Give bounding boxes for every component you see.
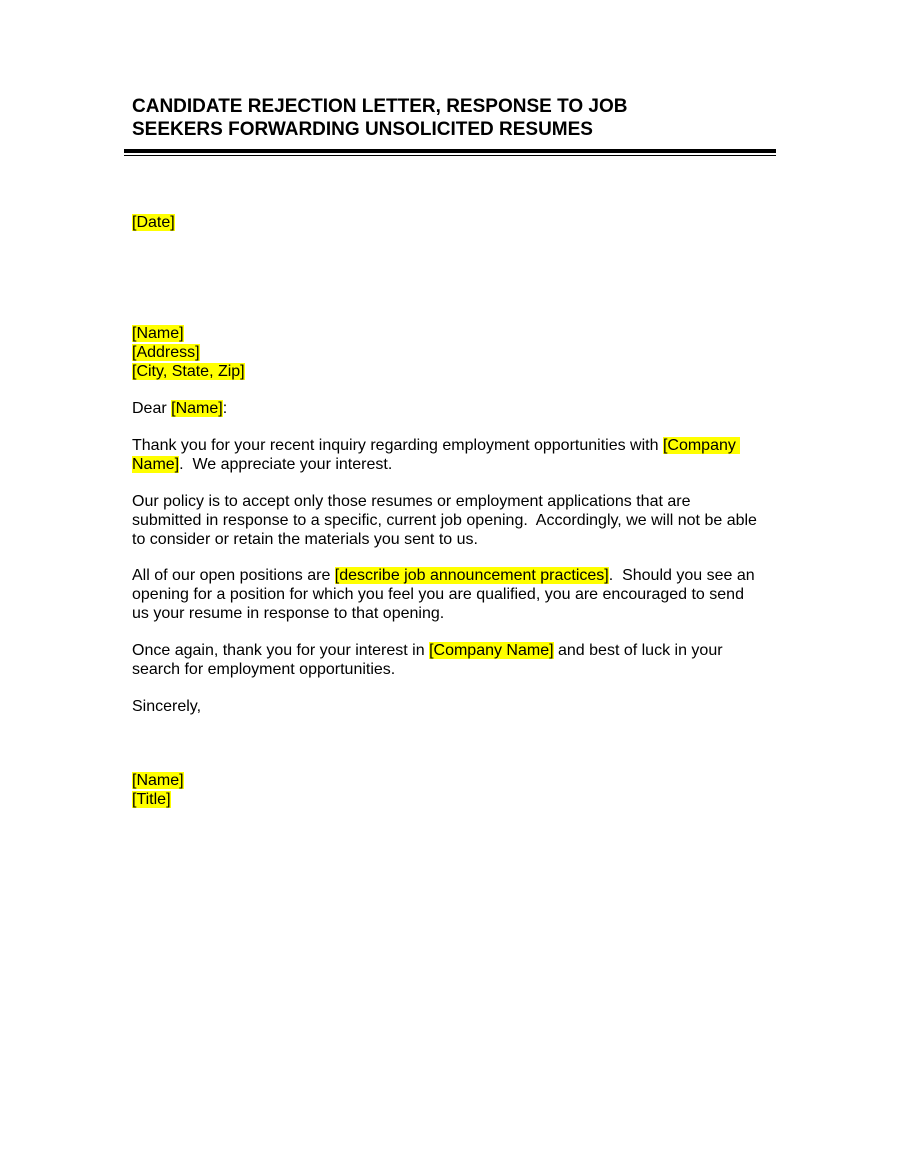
- paragraph-1-line-1: [132, 436, 740, 455]
- closing: Sincerely,: [132, 698, 202, 715]
- recipient-city-placeholder: [City, State, Zip]: [132, 363, 245, 380]
- paragraph-4-text: Once again, thank you for your interest in: [132, 642, 430, 659]
- document-title-line-2: SEEKERS FORWARDING UNSOLICITED RESUMES: [132, 119, 593, 140]
- salutation-suffix: :: [222, 400, 228, 417]
- signature-name-line: [132, 771, 184, 790]
- recipient-name-placeholder: [Name]: [132, 325, 184, 342]
- paragraph-1-line-2: [132, 455, 392, 474]
- paragraph-1-text: Thank you for your recent inquiry regarding employment opportunities with: [132, 437, 663, 454]
- paragraph-2-line-1: Our policy is to accept only those resumes or employment applications that are: [132, 493, 691, 510]
- paragraph-4-text-after: and best of luck in your: [553, 642, 723, 659]
- paragraph-3-text: All of our open positions are: [132, 567, 335, 584]
- signature-name-placeholder: [Name]: [132, 772, 184, 789]
- paragraph-1-text-end: . We appreciate your interest.: [179, 456, 393, 473]
- title-divider-thin: [124, 155, 776, 156]
- company-name-placeholder-part-1: [Company: [662, 437, 741, 454]
- paragraph-3-line-3: us your resume in response to that opening.: [132, 605, 445, 622]
- paragraph-3-text-after: . Should you see an: [608, 567, 755, 584]
- company-name-placeholder-part-2: Name]: [132, 456, 180, 473]
- title-divider-thick: [124, 149, 776, 153]
- job-announcement-placeholder: [describe job announcement practices]: [334, 567, 609, 584]
- company-name-placeholder: [Company Name]: [429, 642, 554, 659]
- recipient-city-line: [132, 362, 245, 381]
- salutation: [132, 399, 227, 418]
- date-line: [132, 213, 175, 232]
- signature-title-placeholder: [Title]: [132, 791, 171, 808]
- paragraph-2-line-2: submitted in response to a specific, current job opening. Accordingly, we will not be able: [132, 512, 757, 529]
- recipient-name-line: [132, 324, 184, 343]
- paragraph-3-line-2: opening for a position for which you feel you are qualified, you are encouraged to send: [132, 586, 744, 603]
- document-title: [132, 95, 772, 141]
- recipient-address-line: [132, 343, 200, 362]
- salutation-prefix: Dear: [132, 400, 172, 417]
- paragraph-4-line-2: search for employment opportunities.: [132, 661, 396, 678]
- paragraph-3-line-1: [132, 566, 755, 585]
- recipient-address-placeholder: [Address]: [132, 344, 200, 361]
- salutation-name-placeholder: [Name]: [171, 400, 223, 417]
- date-placeholder: [Date]: [132, 214, 175, 231]
- document-title-line-1: CANDIDATE REJECTION LETTER, RESPONSE TO JOB: [132, 96, 628, 117]
- paragraph-2-line-3: to consider or retain the materials you sent to us.: [132, 531, 478, 548]
- paragraph-4-line-1: [132, 641, 723, 660]
- signature-title-line: [132, 790, 171, 809]
